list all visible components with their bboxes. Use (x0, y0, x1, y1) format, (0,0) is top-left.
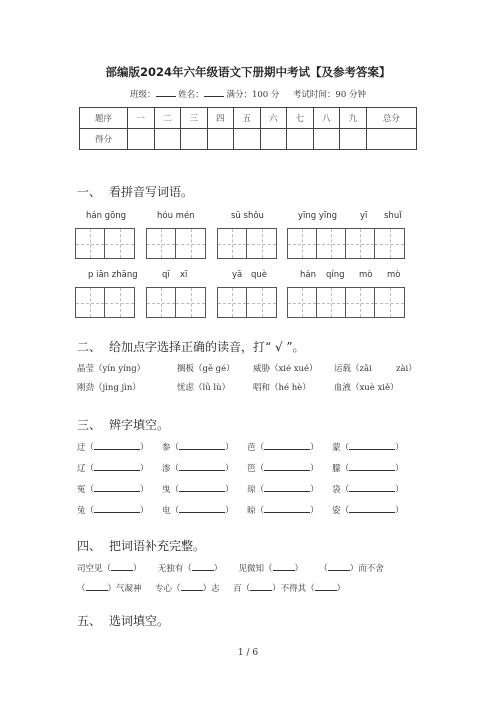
distinguish-row: 迂（ ） 参（ ） 芭（ ） 蒙（ ） (77, 443, 404, 453)
score-cell[interactable] (234, 129, 261, 150)
complete-row: 司空见（ ） 无独有（ ） 见微知（ ） （ ）而不舍 (77, 564, 384, 574)
table-cell: 九 (340, 108, 367, 129)
pinyin-label: yā (232, 270, 243, 280)
table-cell: 六 (260, 108, 287, 129)
score-cell[interactable] (181, 129, 208, 150)
answer-blank[interactable] (264, 506, 310, 513)
writing-grid[interactable] (75, 287, 135, 318)
reading-option[interactable]: 唱和（hé hè） (253, 383, 311, 393)
writing-grid[interactable] (146, 228, 206, 259)
distinguish-row: 兔（ ） 电（ ） 晾（ ） 姿（ ） (77, 506, 404, 516)
pinyin-label: qíng (326, 270, 345, 280)
page-title: 部编版2024年六年级语文下册期中考试【及参考答案】 (105, 65, 391, 79)
score-table-header-row (80, 108, 417, 129)
table-cell: 七 (287, 108, 314, 129)
answer-blank[interactable] (264, 464, 310, 471)
pinyin-label: mò (359, 270, 373, 280)
answer-blank[interactable] (315, 584, 337, 591)
pinyin-label: shuǐ (384, 211, 402, 221)
score-cell[interactable] (260, 129, 287, 150)
pinyin-label: hán (300, 270, 316, 280)
score-cell[interactable] (313, 129, 340, 150)
score-table-score-row (80, 129, 417, 150)
score-cell[interactable] (154, 129, 181, 150)
pinyin-label: p iān zhāng (88, 270, 138, 280)
answer-blank[interactable] (94, 443, 140, 450)
answer-blank[interactable] (179, 464, 225, 471)
class-label: 班级： (130, 90, 156, 100)
answer-blank[interactable] (179, 506, 225, 513)
answer-blank[interactable] (86, 584, 108, 591)
pinyin-label: mò (387, 270, 401, 280)
table-cell: 总分 (366, 108, 416, 129)
writing-grid[interactable] (217, 228, 277, 259)
answer-blank[interactable] (94, 464, 140, 471)
section-4-heading: 四、 把词语补充完整。 (77, 539, 206, 553)
section-3-heading: 三、 辨字填空。 (77, 418, 170, 432)
answer-blank[interactable] (349, 506, 395, 513)
score-table (79, 107, 417, 150)
answer-blank[interactable] (349, 485, 395, 492)
answer-blank[interactable] (349, 443, 395, 450)
section-5-heading: 五、 选词填空。 (77, 614, 170, 628)
pinyin-label: sū shǒu (231, 211, 264, 221)
writing-grid[interactable] (75, 228, 135, 259)
answer-blank[interactable] (94, 506, 140, 513)
writing-grid[interactable] (217, 287, 277, 318)
name-blank[interactable] (204, 89, 224, 97)
reading-option[interactable]: 忧虑（lǜ lù） (177, 383, 231, 393)
name-label: 姓名： (178, 90, 204, 100)
answer-blank[interactable] (111, 564, 133, 571)
answer-blank[interactable] (250, 584, 272, 591)
answer-blank[interactable] (264, 443, 310, 450)
answer-blank[interactable] (273, 564, 295, 571)
score-cell[interactable] (366, 129, 416, 150)
writing-grid[interactable] (146, 287, 206, 318)
distinguish-row: 冤（ ） 曳（ ） 琼（ ） 袋（ ） (77, 485, 404, 495)
reading-option[interactable]: 运载（zǎi (334, 364, 372, 374)
score-cell[interactable] (207, 129, 234, 150)
exam-meta (0, 88, 496, 100)
reading-option[interactable]: 血液（xuè xiě） (334, 383, 399, 393)
reading-option[interactable]: 搁板（gē gé） (177, 364, 235, 374)
answer-blank[interactable] (328, 564, 350, 571)
table-cell: 八 (313, 108, 340, 129)
full-score: 满分：100 分 (226, 90, 280, 100)
complete-row: （ ）气凝神 专心（ ）志 百（ ）不得其（ ） (77, 584, 346, 594)
pinyin-label: xī (180, 270, 188, 280)
table-cell: 五 (234, 108, 261, 129)
reading-option[interactable]: zài） (396, 364, 417, 374)
reading-option[interactable]: 晶莹（yín yíng） (77, 364, 146, 374)
table-cell: 二 (154, 108, 181, 129)
distinguish-row: 辽（ ） 渗（ ） 笆（ ） 朦（ ） (77, 464, 404, 474)
answer-blank[interactable] (94, 485, 140, 492)
answer-blank[interactable] (264, 485, 310, 492)
pinyin-label: qī (162, 270, 170, 280)
table-cell: 题序 (80, 108, 128, 129)
writing-grid[interactable] (287, 287, 405, 318)
reading-option[interactable]: 刚劲（jìng jìn） (77, 383, 141, 393)
writing-grid[interactable] (287, 228, 405, 259)
table-cell: 得分 (80, 129, 128, 150)
score-cell[interactable] (287, 129, 314, 150)
pinyin-label: yīng yīng (298, 211, 338, 221)
answer-blank[interactable] (179, 443, 225, 450)
score-cell[interactable] (340, 129, 367, 150)
answer-blank[interactable] (181, 584, 203, 591)
section-2-heading: 二、 给加点字选择正确的读音，打“ √ ”。 (77, 340, 305, 354)
reading-option[interactable]: 威胁（xié xué） (253, 364, 318, 374)
section-1-heading: 一、 看拼音写词语。 (77, 185, 194, 199)
answer-blank[interactable] (192, 564, 214, 571)
answer-blank[interactable] (349, 464, 395, 471)
exam-time: 考试时间：90 分钟 (292, 90, 366, 100)
pinyin-label: yī (360, 211, 368, 221)
table-cell: 三 (181, 108, 208, 129)
answer-blank[interactable] (179, 485, 225, 492)
score-cell[interactable] (128, 129, 155, 150)
pinyin-label: què (251, 270, 268, 280)
table-cell: 四 (207, 108, 234, 129)
table-cell: 一 (128, 108, 155, 129)
pinyin-label: hóu mén (157, 211, 195, 221)
pinyin-label: hán gōng (86, 211, 127, 221)
class-blank[interactable] (156, 89, 176, 97)
page-number: 1 / 6 (237, 648, 259, 658)
